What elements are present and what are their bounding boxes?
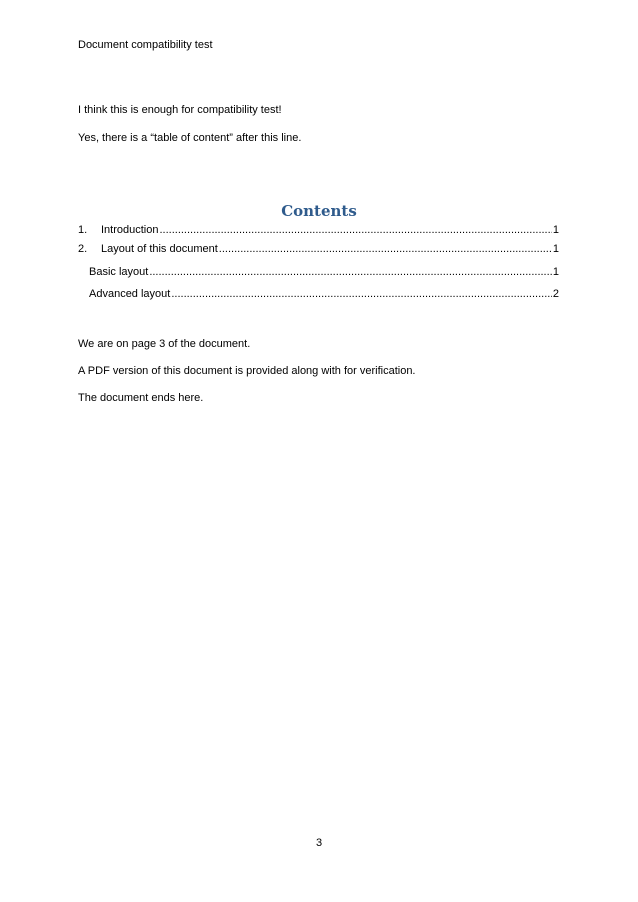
page-number: 3 xyxy=(315,837,323,849)
toc-entry-page: 1 xyxy=(552,243,559,255)
toc-dot-leader xyxy=(159,223,551,237)
toc-entry-title: Layout of this document xyxy=(101,243,218,255)
toc-entry-layout[interactable] xyxy=(78,242,559,256)
body-paragraph-1: We are on page 3 of the document. xyxy=(78,338,251,350)
toc-entry-title: Advanced layout xyxy=(89,288,171,300)
intro-paragraph-2: Yes, there is a “table of content” after this line. xyxy=(78,132,302,144)
toc-entry-page: 1 xyxy=(552,224,559,236)
body-paragraph-2: A PDF version of this document is provided along with for verification. xyxy=(78,365,416,377)
toc-entry-number: 2. xyxy=(78,243,88,255)
toc-entry-introduction[interactable] xyxy=(78,223,559,237)
body-paragraph-3: The document ends here. xyxy=(78,392,204,404)
toc-entry-page: 1 xyxy=(552,266,559,278)
toc-dot-leader xyxy=(149,265,552,279)
toc-heading: Contents xyxy=(281,202,357,220)
page-header: Document compatibility test xyxy=(78,39,213,51)
intro-paragraph-1: I think this is enough for compatibility test! xyxy=(78,104,282,116)
toc-entry-basic-layout[interactable] xyxy=(89,265,559,279)
toc-dot-leader xyxy=(219,242,552,256)
toc-dot-leader xyxy=(171,287,552,301)
toc-entry-number: 1. xyxy=(78,224,88,236)
toc-entry-title: Basic layout xyxy=(89,266,149,278)
toc-entry-title: Introduction xyxy=(101,224,159,236)
toc-entry-advanced-layout[interactable] xyxy=(89,287,559,301)
toc-entry-page: 2 xyxy=(552,288,559,300)
